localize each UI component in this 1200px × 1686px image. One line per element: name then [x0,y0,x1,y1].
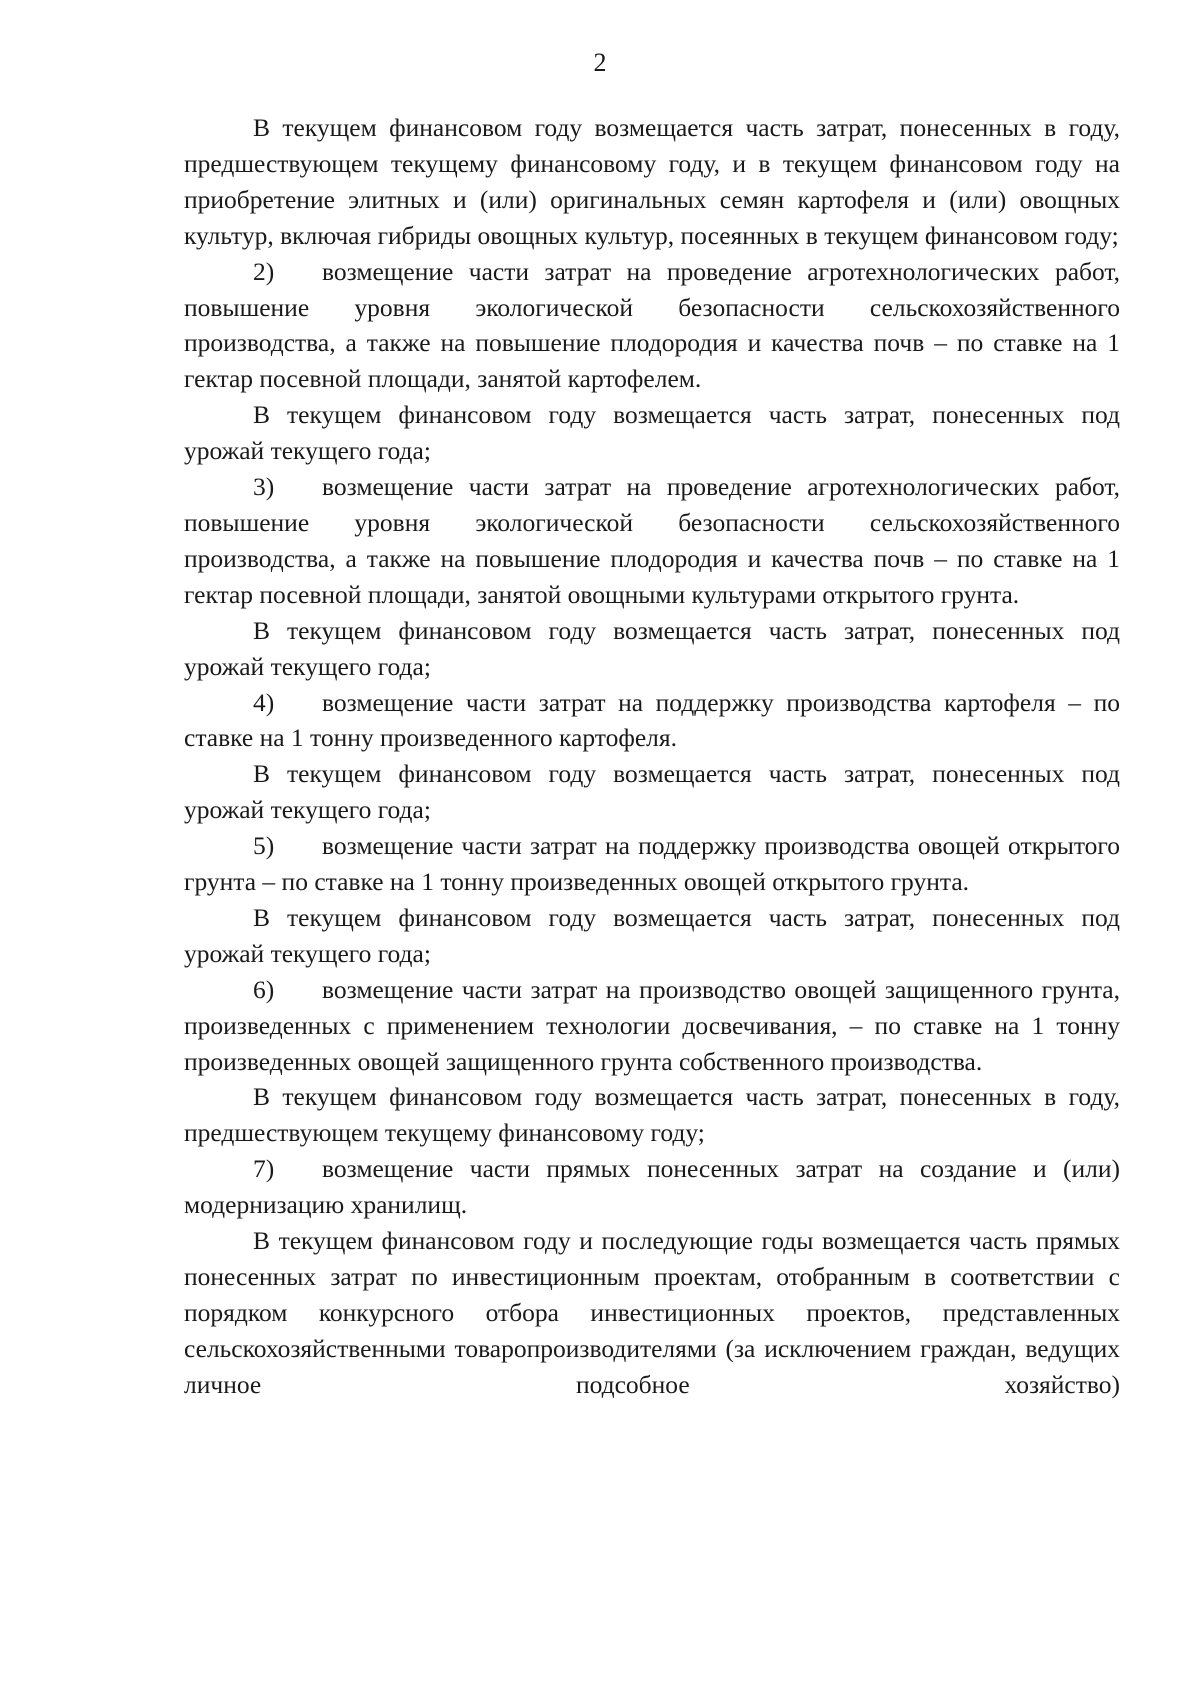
item-text: возмещение части прямых понесенных затрат на создание и (или) модернизацию хранилищ. [184,1154,1120,1220]
item-number: 2) [253,256,275,286]
paragraph: В текущем финансовом году возмещается часть затрат, понесенных под урожай текущего года; [184,400,1120,466]
item-number: 5) [253,831,275,861]
paragraph: В текущем финансовом году возмещается часть затрат, понесенных под урожай текущего года; [184,615,1120,681]
list-item [184,685,1120,757]
item-text: возмещение части затрат на поддержку производства овощей открытого грунта – по ставке на 1 тонну произведенных овощей открытого грунта. [184,831,1120,897]
item-number: 4) [253,687,275,717]
paragraph: В текущем финансовом году и последующие годы возмещается часть прямых понесенных затрат по инвестиционным проектам, отобранным в соответствии с порядком конкурсного отбора инвестиционных проектов, представленных сельскохозяйственными товаропроизводителями (за исключением граждан, ведущих личное подсобное хозяйство) [184,1226,1120,1399]
paragraph: В текущем финансовом году возмещается часть затрат, понесенных под урожай текущего года; [184,759,1120,825]
page-number: 2 [593,48,607,77]
list-item [184,1151,1120,1223]
item-number: 3) [253,472,275,502]
list-item [184,972,1120,1080]
paragraph: В текущем финансовом году возмещается часть затрат, понесенных под урожай текущего года; [184,902,1120,968]
document-body [184,110,1120,1403]
item-text: возмещение части затрат на производство овощей защищенного грунта, произведенных с применением технологии досвечивания, – по ставке на 1 тонну произведенных овощей защищенного грунта собственного производства. [184,974,1120,1076]
item-text: возмещение части затрат на поддержку производства картофеля – по ставке на 1 тонну произведенного картофеля. [184,687,1120,753]
list-item [184,469,1120,613]
list-item [184,254,1120,398]
paragraph: В текущем финансовом году возмещается часть затрат, понесенных в году, предшествующем текущему финансовому году, и в текущем финансовом году на приобретение элитных и (или) оригинальных семян картофеля и (или) овощных культур, включая гибриды овощных культур, посеянных в текущем финансовом году; [184,113,1120,250]
list-item [184,828,1120,900]
item-number: 7) [253,1154,275,1184]
item-number: 6) [253,974,275,1004]
item-text: возмещение части затрат на проведение агротехнологических работ, повышение уровня экологической безопасности сельскохозяйственного производства, а также на повышение плодородия и качества почв – по ставке на 1 гектар посевной площади, занятой картофелем. [184,256,1120,394]
paragraph: В текущем финансовом году возмещается часть затрат, понесенных в году, предшествующем текущему финансовому году; [184,1082,1120,1148]
item-text: возмещение части затрат на проведение агротехнологических работ, повышение уровня экологической безопасности сельскохозяйственного производства, а также на повышение плодородия и качества почв – по ставке на 1 гектар посевной площади, занятой овощными культурами открытого грунта. [184,472,1120,609]
